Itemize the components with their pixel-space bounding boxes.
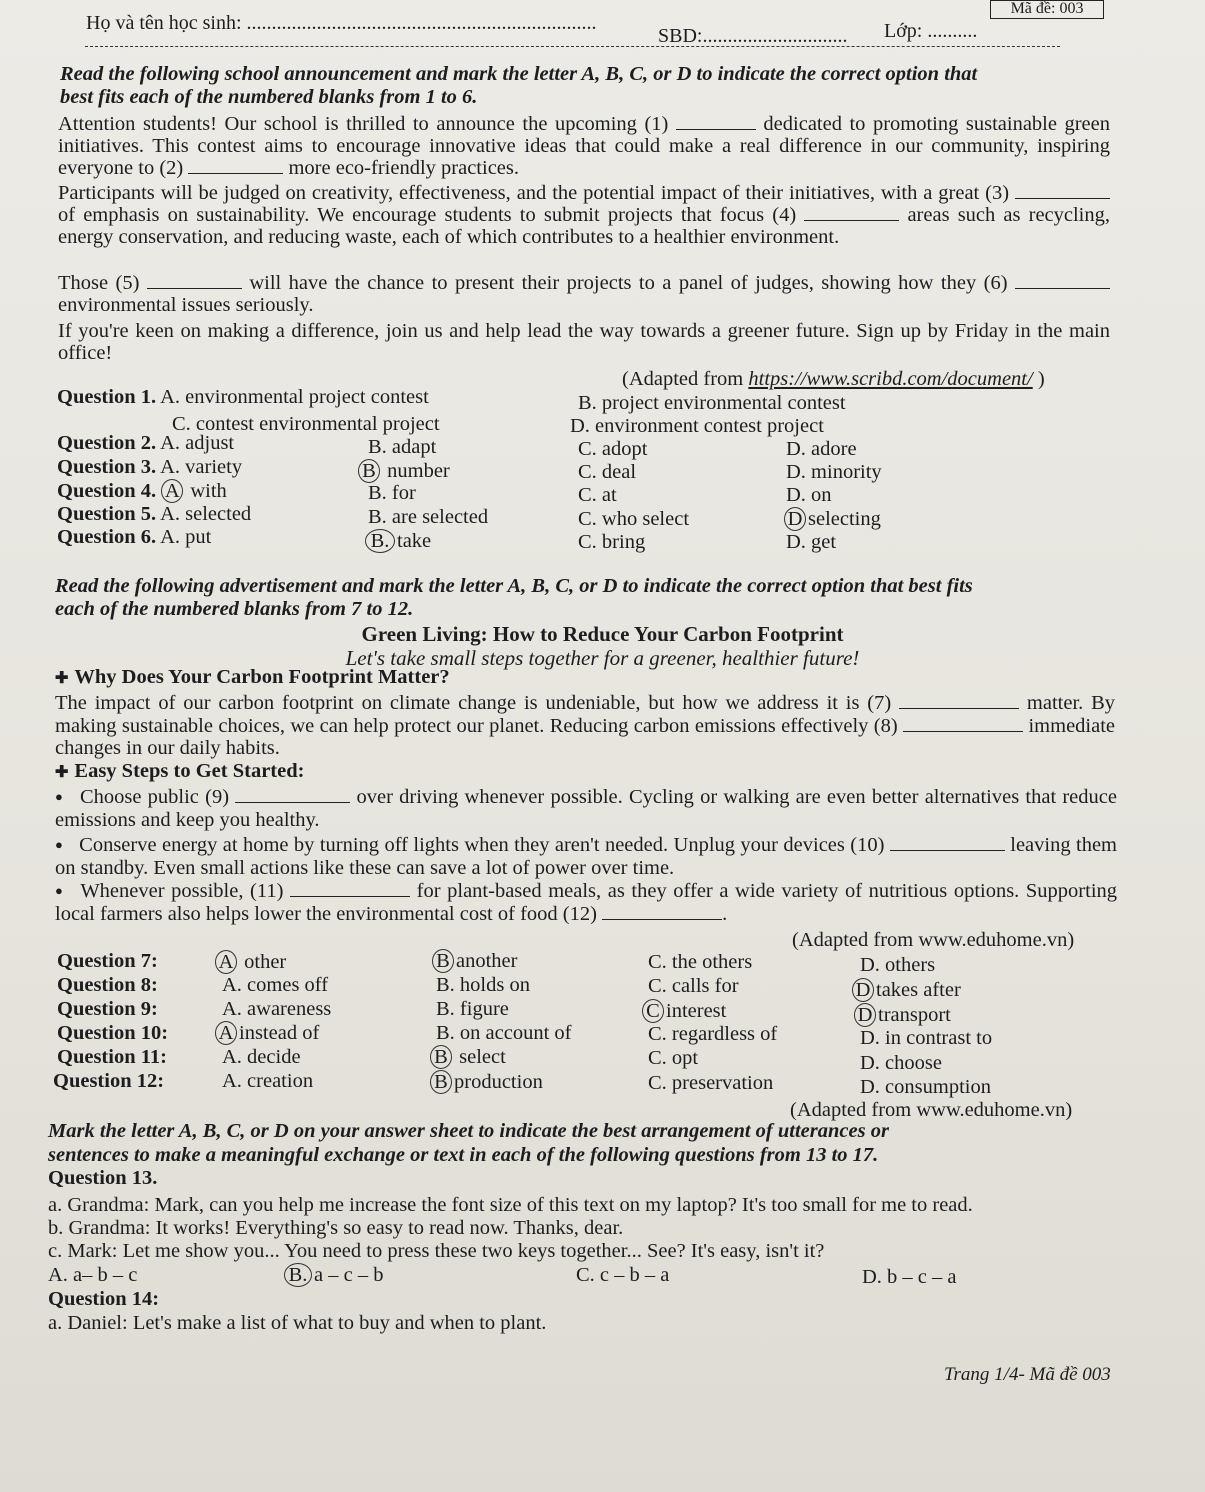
p1-part-b: matter. By making sustainable choices, we can help protect our planet. Reducing carbon emissions effectively (8): [55, 692, 1116, 737]
blank-9: [235, 786, 350, 803]
announcement-paragraph-2: [58, 182, 1110, 248]
announcement-paragraph-1: [58, 113, 1110, 179]
circled-answer: B: [432, 949, 454, 973]
option-text: transport: [878, 1004, 951, 1026]
heading-text: Easy Steps to Get Started:: [74, 760, 305, 782]
ad-subtitle: Let's take small steps together for a greener, healthier future!: [345, 646, 860, 670]
q2-option-d: D. adore: [786, 438, 857, 460]
ad-heading-2: [55, 760, 304, 783]
q9-option-d: [854, 1003, 951, 1027]
option-text: takes after: [876, 979, 961, 1001]
circled-answer: D: [784, 507, 806, 531]
p1-part-c: immediate changes in our daily habits.: [55, 714, 1116, 759]
q10-option-c: C. regardless of: [648, 1023, 778, 1045]
q13-option-a: A. a– b – c: [48, 1264, 138, 1286]
ad-title: Green Living: How to Reduce Your Carbon Footprint: [361, 622, 844, 646]
option-text: with: [190, 480, 227, 502]
q7-option-d: D. others: [860, 954, 936, 976]
page-footer: Trang 1/4- Mã đề 003: [944, 1364, 1111, 1385]
q13-option-c: C. c – b – a: [576, 1264, 670, 1286]
option-text: instead of: [239, 1022, 320, 1044]
option-text: number: [387, 460, 450, 482]
question-1: [57, 386, 429, 409]
q11-option-a: A. decide: [222, 1046, 301, 1068]
q2-option-c: C. adopt: [578, 438, 648, 460]
q3-option-d: D. minority: [786, 461, 882, 483]
q10-option-a: [215, 1021, 319, 1045]
question-9-label: Question 9:: [57, 998, 158, 1020]
section2-instruction-2: each of the numbered blanks from 7 to 12.: [55, 598, 414, 620]
q6-option-b: [365, 529, 431, 553]
bullet-part-b: for plant-based meals, as they offer a wide variety of nutritious options. Supporting local farmers also helps lower the environmental cost of food (12): [55, 880, 1118, 925]
q5-option-d: [784, 507, 881, 531]
section1-instruction-2: best fits each of the numbered blanks from 1 to 6.: [60, 86, 478, 108]
blank-4: [804, 204, 899, 221]
pin-icon: ✚: [55, 764, 69, 781]
bullet-part-a: Choose public (9): [79, 786, 230, 808]
p1-part-c: more eco-friendly practices.: [288, 157, 519, 179]
circled-answer: B.: [284, 1263, 312, 1287]
sbd-field: SBD:.............................: [658, 25, 848, 47]
q4-option-c: C. at: [578, 484, 617, 506]
option-text: another: [456, 950, 518, 972]
question-4: [57, 479, 227, 503]
circled-answer: B: [358, 459, 380, 483]
question-5: [57, 503, 251, 526]
q11-option-c: C. opt: [648, 1047, 699, 1069]
q8-option-a: A. comes off: [222, 974, 329, 996]
q9-option-b: B. figure: [436, 998, 509, 1020]
ad-paragraph-1: [55, 692, 1115, 760]
q12-option-c: C. preservation: [648, 1072, 774, 1094]
q10-option-d: D. in contrast to: [860, 1027, 993, 1049]
blank-8: [903, 715, 1023, 732]
section3-instruction-1: Mark the letter A, B, C, or D on your answer sheet to indicate the best arrangement of utterances or: [48, 1120, 889, 1142]
q11-option-b: [430, 1045, 506, 1069]
q4-option-b: B. for: [368, 482, 416, 504]
q1-option-b: B. project environmental contest: [578, 392, 846, 414]
q6-option-d: D. get: [786, 531, 837, 553]
option-text: a – c – b: [314, 1264, 384, 1286]
question-label: Question 1.: [57, 386, 157, 408]
q12-option-d: D. consumption: [860, 1076, 991, 1098]
section3-instruction-2: sentences to make a meaningful exchange or text in each of the following questions from 13 to 17.: [48, 1144, 879, 1166]
section2-instruction-1: Read the following advertisement and mark the letter A, B, C, or D to indicate the correct option that best fits: [55, 575, 973, 597]
section1-instruction-1: Read the following school announcement and mark the letter A, B, C, or D to indicate the correct option that: [60, 63, 978, 85]
section3-source: (Adapted from www.eduhome.vn): [790, 1099, 1073, 1121]
question-label: Question 2.: [57, 432, 157, 454]
question-label: Question 4.: [57, 480, 157, 502]
circled-answer: C: [642, 999, 664, 1023]
student-name-field: Họ và tên học sinh: ......................................................................: [86, 12, 597, 34]
p2-part-b: of emphasis on sustainability. We encourage students to submit projects that focus (4): [58, 204, 797, 226]
option-text: selecting: [808, 508, 881, 530]
q8-option-b: B. holds on: [436, 974, 530, 996]
option-text: interest: [666, 1000, 727, 1022]
circled-answer: B: [430, 1070, 452, 1094]
p1-part-a: The impact of our carbon footprint on climate change is undeniable, but how we address it is (7): [55, 692, 892, 714]
q1-option-d: D. environment contest project: [570, 415, 824, 437]
option-text: other: [244, 951, 287, 973]
q8-option-d: [852, 978, 961, 1002]
circled-answer: B: [430, 1045, 452, 1069]
circled-answer: D: [854, 1003, 876, 1027]
question-label: Question 6.: [57, 526, 157, 548]
option-text: production: [454, 1071, 543, 1093]
question-label: Question 5.: [57, 503, 157, 525]
bullet-part-a: Whenever possible, (11): [80, 880, 284, 902]
blank-1: [676, 113, 756, 130]
bullet-dot: [55, 880, 80, 902]
option-text: select: [459, 1046, 506, 1068]
question-7-label: Question 7:: [57, 950, 158, 972]
ad-heading-1: [55, 666, 450, 689]
q8-option-c: C. calls for: [648, 975, 739, 997]
q12-option-b: [430, 1070, 543, 1094]
q9-option-a: A. awareness: [222, 998, 332, 1020]
q13-option-d: D. b – c – a: [862, 1266, 957, 1288]
blank-11: [290, 880, 410, 897]
ad-bullet-1: [55, 786, 1117, 831]
q13-line-c: c. Mark: Let me show you... You need to press these two keys together... See? It's easy, isn't it?: [48, 1240, 825, 1262]
blank-2: [188, 157, 283, 174]
option-a: A. adjust: [160, 432, 235, 454]
heading-text: Why Does Your Carbon Footprint Matter?: [74, 666, 450, 688]
option-a: A. environmental project contest: [160, 386, 429, 408]
blank-5: [147, 272, 242, 289]
p3-part-b: will have the chance to present their projects to a panel of judges, showing how they (6): [249, 272, 1008, 294]
source-prefix: (Adapted from: [622, 368, 749, 390]
q5-option-b: B. are selected: [368, 506, 489, 528]
announcement-paragraph-3: [58, 272, 1110, 316]
option-a: A. selected: [160, 503, 252, 525]
header-divider: [85, 46, 1060, 47]
q10-option-b: B. on account of: [436, 1022, 572, 1044]
p3-part-c: environmental issues seriously.: [58, 294, 314, 316]
bullet-part-b: leaving them on standby. Even small actions like these can save a lot of power over time.: [55, 834, 1117, 879]
q3-option-c: C. deal: [578, 461, 637, 483]
question-14-label: Question 14:: [48, 1288, 160, 1310]
blank-3: [1015, 182, 1110, 199]
p1-part-a: Attention students! Our school is thrilled to announce the upcoming (1): [58, 113, 669, 135]
circled-answer: A: [215, 1021, 237, 1045]
q7-option-c: C. the others: [648, 951, 753, 973]
q12-option-a: A. creation: [222, 1070, 314, 1092]
question-10-label: Question 10:: [57, 1022, 169, 1044]
p3-part-a: Those (5): [58, 272, 140, 294]
exam-code: Mã đề: 003: [990, 0, 1104, 19]
circled-answer: A: [161, 479, 183, 503]
circled-answer: D: [852, 978, 874, 1002]
q14-line-a: a. Daniel: Let's make a list of what to buy and when to plant.: [48, 1312, 547, 1334]
question-12-label: Question 12:: [53, 1070, 165, 1092]
q7-option-b: [432, 949, 517, 973]
source-link[interactable]: https://www.scribd.com/document/: [748, 368, 1033, 390]
p2-part-a: Participants will be judged on creativity, effectiveness, and the potential impact of their initiatives, with a great (3): [58, 182, 1010, 204]
q11-option-d: D. choose: [860, 1052, 942, 1074]
blank-6: [1015, 272, 1110, 289]
bullet-part-b: over driving whenever possible. Cycling or walking are even better alternatives that reduce emissions and keep you healthy.: [55, 786, 1117, 831]
q5-option-c: C. who select: [578, 508, 690, 530]
ad-bullet-3: ● Whenever possible, (11) for plant-based meals, as they offer a wide variety of nutritious options. Supporting local farmers also helps lower the environmental cost of food (12) .: [55, 880, 1117, 925]
q9-option-c: [642, 999, 726, 1023]
circled-answer: A: [215, 950, 237, 974]
class-field: Lớp: ..........: [884, 20, 978, 42]
bullet-part-a: Conserve energy at home by turning off lights when they aren't needed. Unplug your devices (10): [79, 834, 885, 856]
pin-icon: ✚: [55, 670, 69, 687]
source-suffix: ): [1032, 368, 1045, 390]
q2-option-b: B. adapt: [368, 436, 437, 458]
q1-option-c: C. contest environmental project: [172, 413, 440, 435]
q13-option-b: [284, 1263, 383, 1287]
q4-option-d: D. on: [786, 484, 832, 506]
question-3: [57, 456, 242, 479]
section1-source: [622, 368, 1045, 391]
announcement-paragraph-4: If you're keen on making a difference, join us and help lead the way towards a greener future. Sign up by Friday in the main office!: [58, 320, 1110, 364]
section2-source: (Adapted from www.eduhome.vn): [792, 929, 1075, 951]
blank-12: [602, 903, 722, 920]
p2-part-c: areas such as recycling, energy conservation, and reducing waste, each of which contributes to a healthier environment.: [58, 204, 1111, 248]
bullet-dot: [55, 834, 79, 856]
question-label: Question 3.: [57, 456, 157, 478]
question-8-label: Question 8:: [57, 974, 158, 996]
option-a: A. put: [160, 526, 212, 548]
blank-7: [899, 692, 1019, 709]
q7-option-a: [215, 950, 286, 974]
question-2: [57, 432, 234, 455]
q6-option-c: C. bring: [578, 531, 646, 553]
q3-option-b: [358, 459, 450, 483]
blank-10: [890, 834, 1005, 851]
circled-answer: B.: [365, 529, 395, 553]
bullet-dot: [55, 786, 80, 808]
option-text: take: [397, 530, 432, 552]
q13-line-a: a. Grandma: Mark, can you help me increase the font size of this text on my laptop? It's too small for me to read.: [48, 1194, 973, 1216]
question-13-label: Question 13.: [48, 1167, 158, 1189]
question-11-label: Question 11:: [57, 1046, 167, 1068]
p1-part-b: dedicated to promoting sustainable green initiatives. This contest aims to encourage innovative ideas that could make a real difference in our community, inspiring everyone to (2): [58, 113, 1111, 179]
question-6: [57, 526, 211, 549]
option-a: A. variety: [160, 456, 243, 478]
q13-line-b: b. Grandma: It works! Everything's so easy to read now. Thanks, dear.: [48, 1217, 624, 1239]
ad-bullet-2: [55, 834, 1117, 879]
